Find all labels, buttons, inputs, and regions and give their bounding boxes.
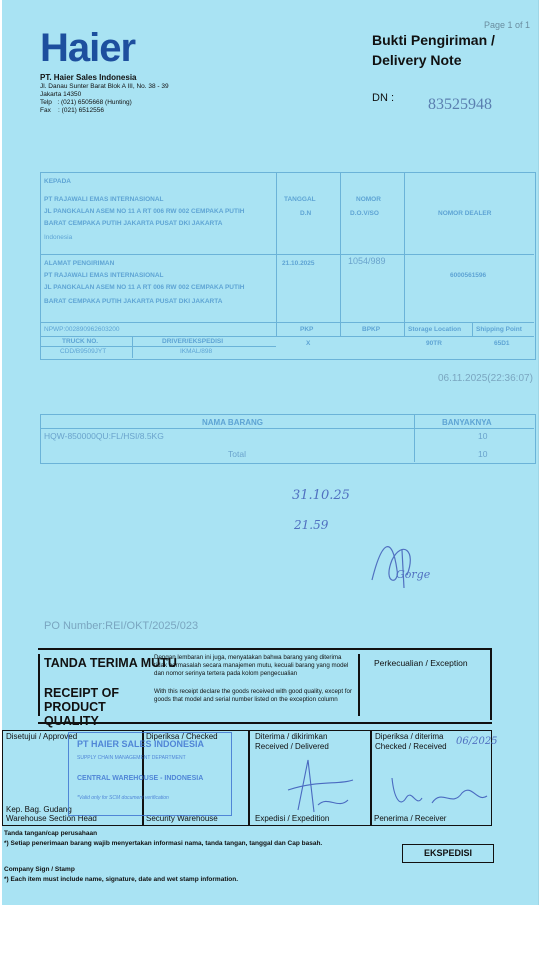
item-name: HQW-850000QU:FL/HSI/8.5KG	[44, 431, 164, 441]
shipto-label: ALAMAT PENGIRIMAN	[44, 260, 115, 267]
nomor-dealer-label: NOMOR DEALER	[438, 210, 492, 217]
sig-delivered-head: Diterima / dikirimkan Received / Delivered	[255, 732, 329, 751]
footer-sign-en: Company Sign / Stamp	[4, 866, 75, 873]
company-name: PT. Haier Sales Indonesia	[40, 73, 137, 82]
handwritten-time: 21.59	[294, 518, 329, 532]
sig-checked-head: Diperiksa / Checked	[146, 732, 218, 741]
sig-delivered-foot: Expedisi / Expedition	[255, 814, 330, 823]
truck-no-label: TRUCK NO.	[62, 338, 99, 345]
company-address: Jl. Danau Sunter Barat Blok A III, No. 38 - 39 Jakarta 14350 Telp : (021) 6505668 (Hunting) Fax : (021) 6512556	[40, 83, 169, 114]
stamp-line-1: PT HAIER SALES INDONESIA	[77, 739, 205, 749]
shipping-point-value: 65D1	[494, 340, 510, 347]
handwritten-date: 31.10.25	[292, 488, 350, 503]
sig-checked-foot: Security Warehouse	[146, 814, 218, 823]
bpkp-label: BPKP	[362, 326, 381, 333]
tanggal-label: TANGGAL	[284, 196, 316, 203]
pkp-label: PKP	[300, 326, 314, 333]
total-qty: 10	[478, 449, 488, 459]
customer-address-2: BARAT CEMPAKA PUTIH JAKARTA PUSAT DKI JAKARTA	[44, 220, 223, 227]
receipt-title-id: TANDA TERIMA MUTU	[44, 656, 177, 670]
sig-received-foot: Penerima / Receiver	[374, 814, 447, 823]
npwp: NPWP:002890962603200	[44, 326, 120, 333]
col-banyaknya: BANYAKNYA	[442, 418, 492, 427]
storage-location-value: 90TR	[426, 340, 442, 347]
dealer-value: 6000561596	[450, 272, 487, 279]
dn-number: 83525948	[428, 96, 492, 113]
storage-location-label: Storage Location	[408, 326, 462, 333]
title-line-1: Bukti Pengiriman /	[372, 32, 495, 48]
total-label: Total	[228, 449, 246, 459]
receiver-signature	[382, 768, 492, 818]
dn-label: DN :	[372, 92, 394, 104]
shipto-address-2: BARAT CEMPAKA PUTIH JAKARTA PUSAT DKI JAKARTA	[44, 298, 223, 305]
page-indicator: Page 1 of 1	[484, 20, 531, 30]
driver-label: DRIVER/EKSPEDISI	[162, 338, 224, 345]
title-line-2: Delivery Note	[372, 52, 462, 68]
stamp-line-4: *Valid only for SCM document verification	[77, 795, 169, 801]
handwritten-signature	[362, 530, 432, 590]
driver-value: IKMAL/898	[180, 348, 213, 355]
customer-address-1: JL PANGKALAN ASEM NO 11 A RT 006 RW 002 CEMPAKA PUTIH	[44, 208, 245, 215]
tanggal-sub: D.N	[300, 210, 312, 217]
receipt-body-id: Dengan lembaran ini juga, menyatakan bahwa barang yang diterima tidak bermasalah secara manajemen mutu, kecuali barang yang model dan nomor serinya tertera pada kolom pengecualian	[154, 654, 349, 677]
pkp-value: X	[306, 340, 311, 347]
receiver-handwritten-note: 06/2025	[456, 736, 498, 747]
sig-approved-foot: Kep. Bag. Gudang Warehouse Section Head	[6, 805, 97, 823]
sig-approved-head: Disetujui / Approved	[6, 732, 78, 741]
sig-received-head: Diperiksa / diterima Checked / Received	[375, 732, 447, 751]
col-nama-barang: NAMA BARANG	[202, 418, 264, 427]
kepada-label: KEPADA	[44, 178, 71, 185]
shipto-name: PT RAJAWALI EMAS INTERNASIONAL	[44, 272, 164, 279]
delivery-note-paper	[2, 0, 539, 905]
document-title	[372, 30, 495, 70]
nomor-sub: D.O.V/SO	[350, 210, 379, 217]
item-qty: 10	[478, 431, 488, 441]
delivered-signature	[278, 750, 358, 820]
receipt-body-en: With this receipt declare the goods received with good quality, except for goods that model and serial number listed on the exception column	[154, 688, 352, 703]
customer-country: Indonesia	[44, 234, 73, 241]
truck-no-value: CDD/B9509JYT	[60, 348, 107, 355]
print-timestamp: 06.11.2025(22:36:07)	[438, 373, 533, 384]
stamp-line-2: SUPPLY CHAIN MANAGEMENT DEPARTMENT	[77, 755, 186, 761]
customer-name: PT RAJAWALI EMAS INTERNASIONAL	[44, 196, 164, 203]
footer-note-en: *) Each item must include name, signature, date and wet stamp information.	[4, 876, 239, 883]
receipt-title-en: RECEIPT OF PRODUCT QUALITY	[44, 686, 120, 728]
nomor-value: 1054/989	[348, 256, 386, 266]
tanggal-value: 21.10.2025	[282, 260, 315, 267]
shipto-address-1: JL PANGKALAN ASEM NO 11 A RT 006 RW 002 CEMPAKA PUTIH	[44, 284, 245, 291]
haier-logo: Haier	[40, 26, 136, 70]
footer-sign-id: Tanda tangan/cap perusahaan	[4, 830, 98, 837]
nomor-label: NOMOR	[356, 196, 381, 203]
company-stamp	[68, 732, 232, 816]
footer-note-id: *) Setiap penerimaan barang wajib menyertakan informasi nama, tanda tangan, tanggal dan Cap basah.	[4, 840, 323, 847]
handwritten-signature-name: Gorge	[396, 568, 431, 581]
po-number: PO Number:REI/OKT/2025/023	[44, 620, 199, 632]
shipping-point-label: Shipping Point	[476, 326, 522, 333]
exception-label: Perkecualian / Exception	[374, 658, 468, 668]
stamp-line-3: CENTRAL WAREHOUSE - INDONESIA	[77, 775, 204, 782]
ekspedisi-label: EKSPEDISI	[402, 844, 494, 863]
